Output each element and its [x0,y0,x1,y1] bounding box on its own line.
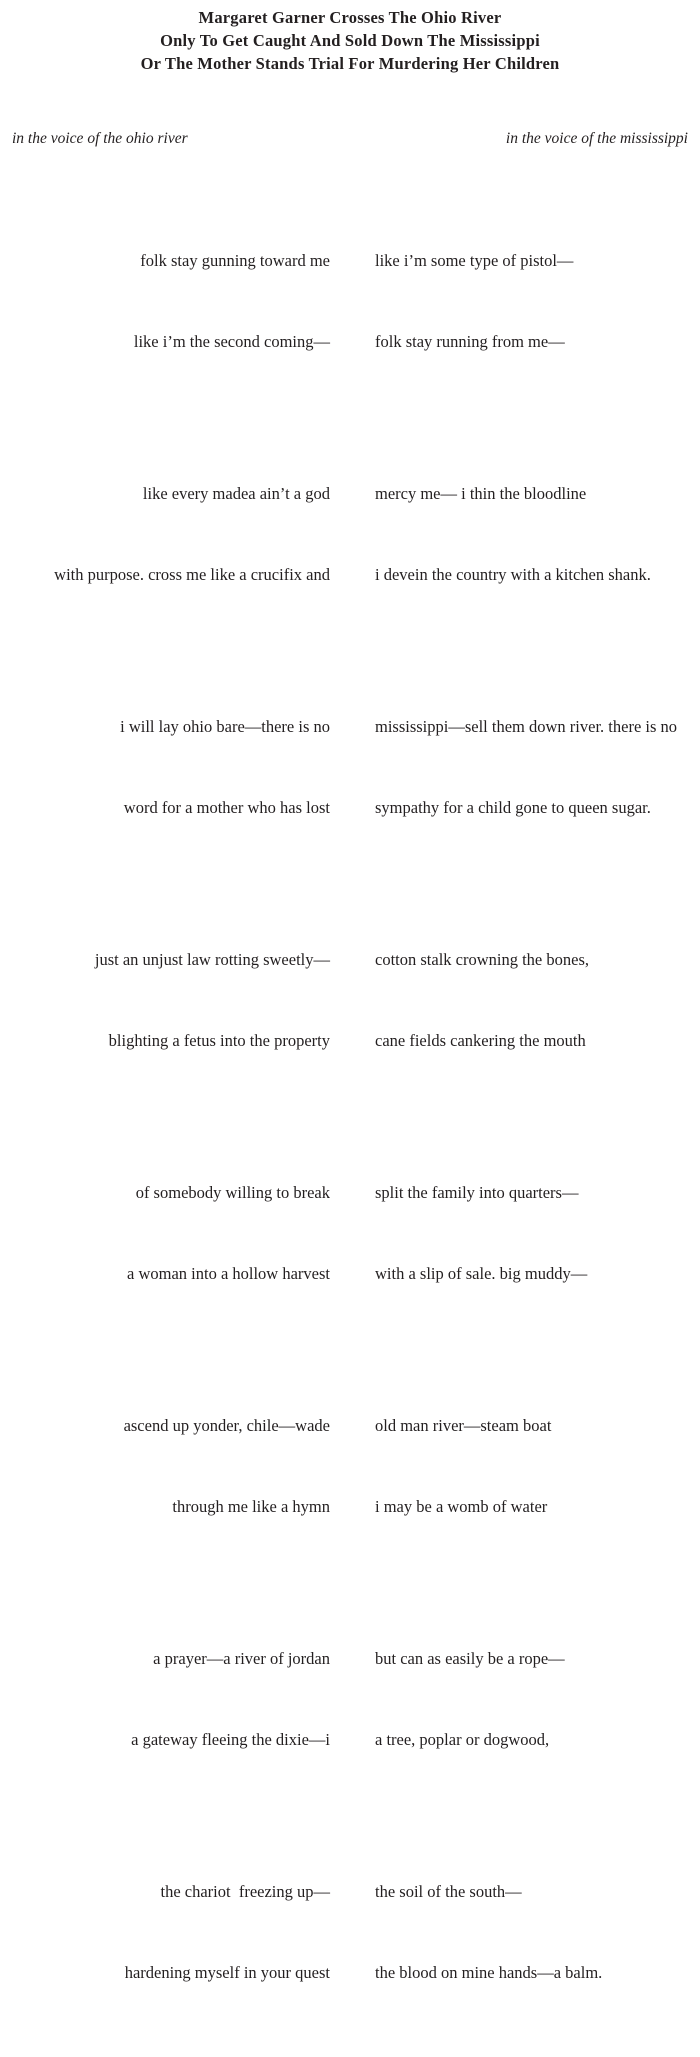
poem-line: a tree, poplar or dogwood, [375,1730,550,1749]
stanza-3-mississippi [375,659,697,875]
poem-line: with purpose. cross me like a crucifix and [54,565,330,584]
poem-title [0,6,700,75]
poem-title-line-3: Or The Mother Stands Trial For Murdering Her Children [140,54,560,73]
stanza-row-5 [0,1125,700,1341]
stanza-8-mississippi [375,1824,697,2040]
stanza-8-ohio [0,1824,330,2040]
stanza-5-mississippi [375,1125,697,1341]
stanza-1-ohio [0,193,330,409]
poem-line: i may be a womb of water [375,1497,548,1516]
stanza-4-mississippi [375,892,697,1108]
voice-label-mississippi: in the voice of the mississippi [505,130,688,147]
stanza-4-ohio [0,892,330,1108]
poem-line: with a slip of sale. big muddy— [375,1264,588,1283]
poem-line: mercy me— i thin the bloodline [375,484,587,503]
poem-line: ascend up yonder, chile—wade [123,1416,330,1435]
poem-title-line-1: Margaret Garner Crosses The Ohio River [198,8,502,27]
poem-line: a gateway fleeing the dixie—i [131,1730,330,1749]
poem-line: cotton stalk crowning the bones, [375,950,590,969]
stanza-6-ohio [0,1358,330,1574]
poem-line: like every madea ain’t a god [142,484,330,503]
poem-line: hardening myself in your quest [124,1963,330,1982]
poem-line: the blood on mine hands—a balm. [375,1963,603,1982]
poem-line: word for a mother who has lost [123,798,330,817]
stanza-2-mississippi [375,426,697,642]
stanza-row-1 [0,193,700,409]
poem-line: i will lay ohio bare—there is no [120,717,330,736]
voice-labels [12,129,688,149]
stanza-1-mississippi [375,193,697,409]
stanza-row-4 [0,892,700,1108]
poem-line: a woman into a hollow harvest [127,1264,330,1283]
poem-line: folk stay gunning toward me [140,251,330,270]
stanza-6-mississippi [375,1358,697,1574]
poem-line: through me like a hymn [172,1497,330,1516]
poem-line: cane fields cankering the mouth [375,1031,586,1050]
poem-line: i devein the country with a kitchen shank. [375,565,651,584]
stanza-row-7 [0,1591,700,1807]
stanza-2-ohio [0,426,330,642]
poem-line: split the family into quarters— [375,1183,579,1202]
poem-line: but can as easily be a rope— [375,1649,565,1668]
stanza-7-ohio [0,1591,330,1807]
poem-title-line-2: Only To Get Caught And Sold Down The Mississippi [160,31,540,50]
poem-line: folk stay running from me— [375,332,565,351]
poem-line: like i’m some type of pistol— [375,251,574,270]
poem-line: old man river—steam boat [375,1416,552,1435]
poem-line: blighting a fetus into the property [108,1031,330,1050]
poem-body [0,193,700,2057]
stanza-3-ohio [0,659,330,875]
stanza-row-8 [0,1824,700,2040]
poem-line: the soil of the south— [375,1882,522,1901]
poem-line: just an unjust law rotting sweetly— [94,950,330,969]
poem-line: mississippi—sell them down river. there is no [375,717,678,736]
poem-line: of somebody willing to break [135,1183,330,1202]
stanza-row-3 [0,659,700,875]
stanza-7-mississippi [375,1591,697,1807]
poem-line: the chariot freezing up— [160,1882,330,1901]
voice-label-ohio-river: in the voice of the ohio river [12,130,188,147]
stanza-5-ohio [0,1125,330,1341]
poem-line: like i’m the second coming— [133,332,330,351]
stanza-row-2 [0,426,700,642]
poem-line: sympathy for a child gone to queen sugar. [375,798,651,817]
poem-line: a prayer—a river of jordan [153,1649,330,1668]
stanza-row-6 [0,1358,700,1574]
